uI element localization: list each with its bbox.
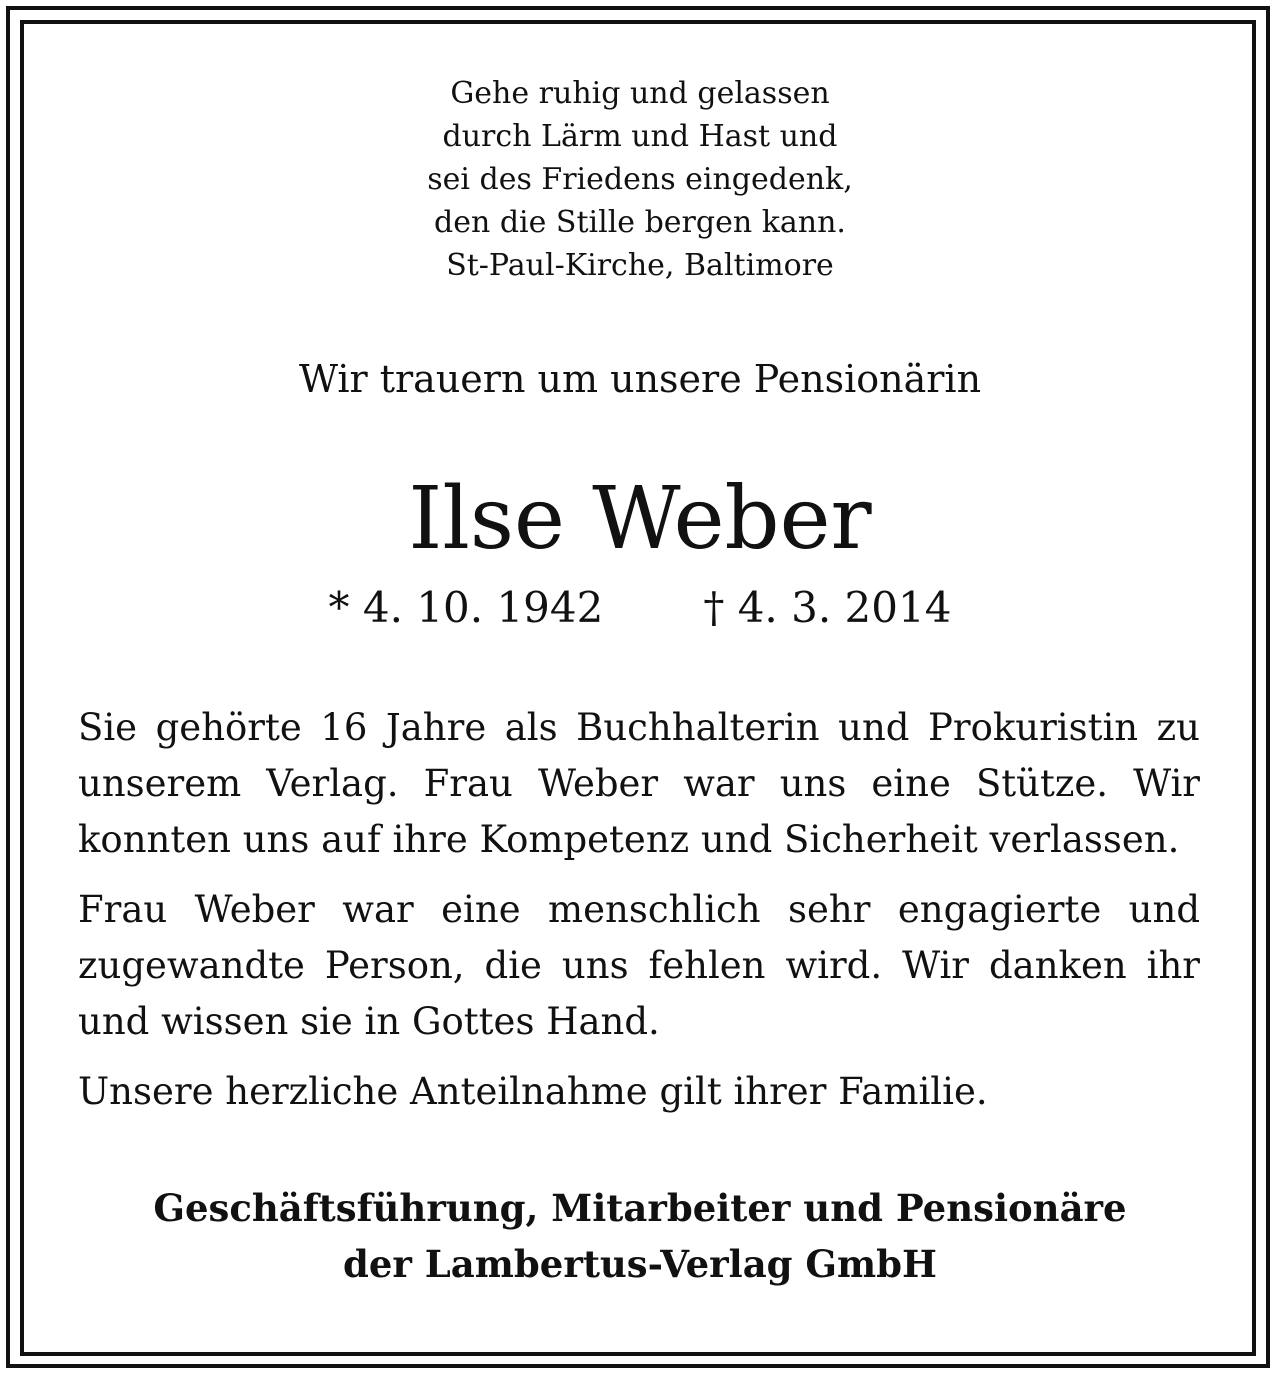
quote-line: den die Stille bergen kann. [434,205,846,240]
death-date: † 4. 3. 2014 [703,583,952,632]
paragraph: Sie gehörte 16 Jahre als Buchhalterin und Prokuristin zu unserem Verlag. Frau Weber war uns eine Stütze. Wir konnten uns auf ihre Kompetenz und Sicherheit verlassen. [78,706,1200,861]
life-dates [0,580,1280,636]
deceased-name: Ilse Weber [408,469,872,569]
signature-block [0,1180,1280,1292]
quote-line: durch Lärm und Hast und [442,119,838,154]
birth-date: * 4. 10. 1942 [328,583,604,632]
epigraph-quote [0,72,1280,287]
intro-line: Wir trauern um unsere Pensionärin [298,357,982,401]
quote-line: Gehe ruhig und gelassen [450,76,830,111]
quote-source: St-Paul-Kirche, Baltimore [446,248,834,283]
paragraph: Unsere herzliche Anteilnahme gilt ihrer Familie. [78,1070,988,1113]
quote-line: sei des Friedens eingedenk, [427,162,853,197]
obituary-text [78,700,1200,1134]
signature-line: Geschäftsführung, Mitarbeiter und Pensionäre [153,1186,1127,1230]
paragraph: Frau Weber war eine menschlich sehr engagierte und zugewandte Person, die uns fehlen wird. Wir danken ihr und wissen sie in Gottes Hand. [78,888,1200,1043]
signature-company: der Lambertus-Verlag GmbH [342,1242,938,1286]
